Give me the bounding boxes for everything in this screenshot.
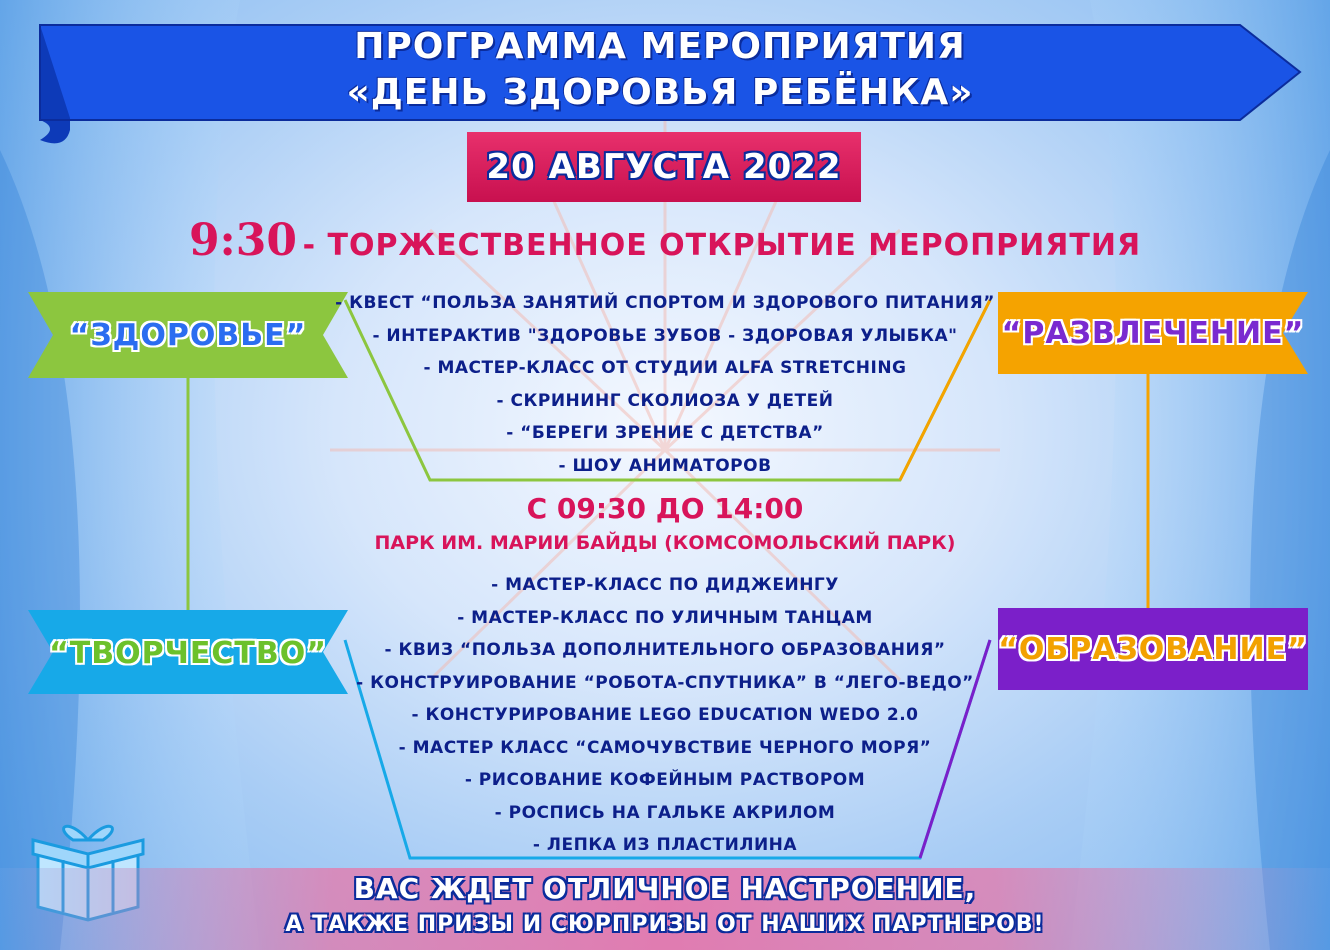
list-item: - КВИЗ “ПОЛЬЗА ДОПОЛНИТЕЛЬНОГО ОБРАЗОВАНИЯ” — [384, 640, 946, 660]
list-item: - КВЕСТ “ПОЛЬЗА ЗАНЯТИЙ СПОРТОМ И ЗДОРОВОГО ПИТАНИЯ” — [335, 293, 995, 313]
list-item: - КОНСТУРИРОВАНИЕ LEGO EDUCATION WEDO 2.0 — [411, 705, 919, 725]
date-box — [467, 132, 861, 202]
footer-band — [0, 868, 1330, 950]
time-range: С 09:30 ДО 14:00 — [526, 492, 804, 525]
list-item: - ШОУ АНИМАТОРОВ — [558, 455, 772, 476]
list-item: - КОНСТРУИРОВАНИЕ “РОБОТА-СПУТНИКА” В “ЛЕГО-ВЕДО” — [356, 672, 974, 693]
event-date: 20 АВГУСТА 2022 — [486, 147, 842, 187]
footer-line-1: ВАС ЖДЕТ ОТЛИЧНОЕ НАСТРОЕНИЕ, — [353, 872, 977, 905]
opening-line — [160, 215, 1170, 266]
ribbon-creativity-label: “ТВОРЧЕСТВО” — [49, 635, 327, 671]
title-line-2: «ДЕНЬ ЗДОРОВЬЯ РЕБЁНКА» — [346, 72, 974, 113]
title-line-1: ПРОГРАММА МЕРОПРИЯТИЯ — [354, 26, 966, 67]
opening-text: - ТОРЖЕСТВЕННОЕ ОТКРЫТИЕ МЕРОПРИЯТИЯ — [302, 228, 1142, 263]
list-item: - МАСТЕР-КЛАСС ПО ДИДЖЕИНГУ — [491, 575, 839, 595]
activities-list-bottom — [330, 569, 1000, 862]
ribbon-education — [998, 608, 1318, 694]
ribbon-health-label: “ЗДОРОВЬЕ” — [69, 317, 307, 353]
list-item: - МАСТЕР-КЛАСС ОТ СТУДИИ ALFA STRETCHING — [423, 358, 907, 378]
opening-time: 9:30 — [188, 215, 298, 266]
ribbon-entertainment — [998, 292, 1318, 378]
list-item: - СКРИНИНГ СКОЛИОЗА У ДЕТЕЙ — [496, 390, 834, 411]
ribbon-creativity — [28, 610, 348, 696]
list-item: - РОСПИСЬ НА ГАЛЬКЕ АКРИЛОМ — [494, 802, 836, 823]
list-item: - ЛЕПКА ИЗ ПЛАСТИЛИНА — [532, 835, 798, 855]
list-item: - МАСТЕР КЛАСС “САМОЧУВСТВИЕ ЧЕРНОГО МОРЯ” — [398, 737, 932, 758]
activities-list-top — [330, 287, 1000, 482]
ribbon-entertainment-label: “РАЗВЛЕЧЕНИЕ” — [1001, 315, 1305, 351]
ribbon-health — [28, 292, 348, 378]
list-item: - РИСОВАНИЕ КОФЕЙНЫМ РАСТВОРОМ — [464, 770, 866, 790]
ribbon-education-label: “ОБРАЗОВАНИЕ” — [998, 631, 1308, 667]
list-item: - МАСТЕР-КЛАСС ПО УЛИЧНЫМ ТАНЦАМ — [457, 607, 873, 628]
page-title — [260, 24, 1060, 116]
list-item: - “БЕРЕГИ ЗРЕНИЕ С ДЕТСТВА” — [506, 423, 824, 443]
list-item: - ИНТЕРАКТИВ "ЗДОРОВЬЕ ЗУБОВ - ЗДОРОВАЯ УЛЫБКА" — [372, 325, 958, 346]
event-place: ПАРК ИМ. МАРИИ БАЙДЫ (КОМСОМОЛЬСКИЙ ПАРК) — [374, 532, 956, 554]
footer-line-2: А ТАКЖЕ ПРИЗЫ И СЮРПРИЗЫ ОТ НАШИХ ПАРТНЕРОВ! — [285, 912, 1045, 937]
